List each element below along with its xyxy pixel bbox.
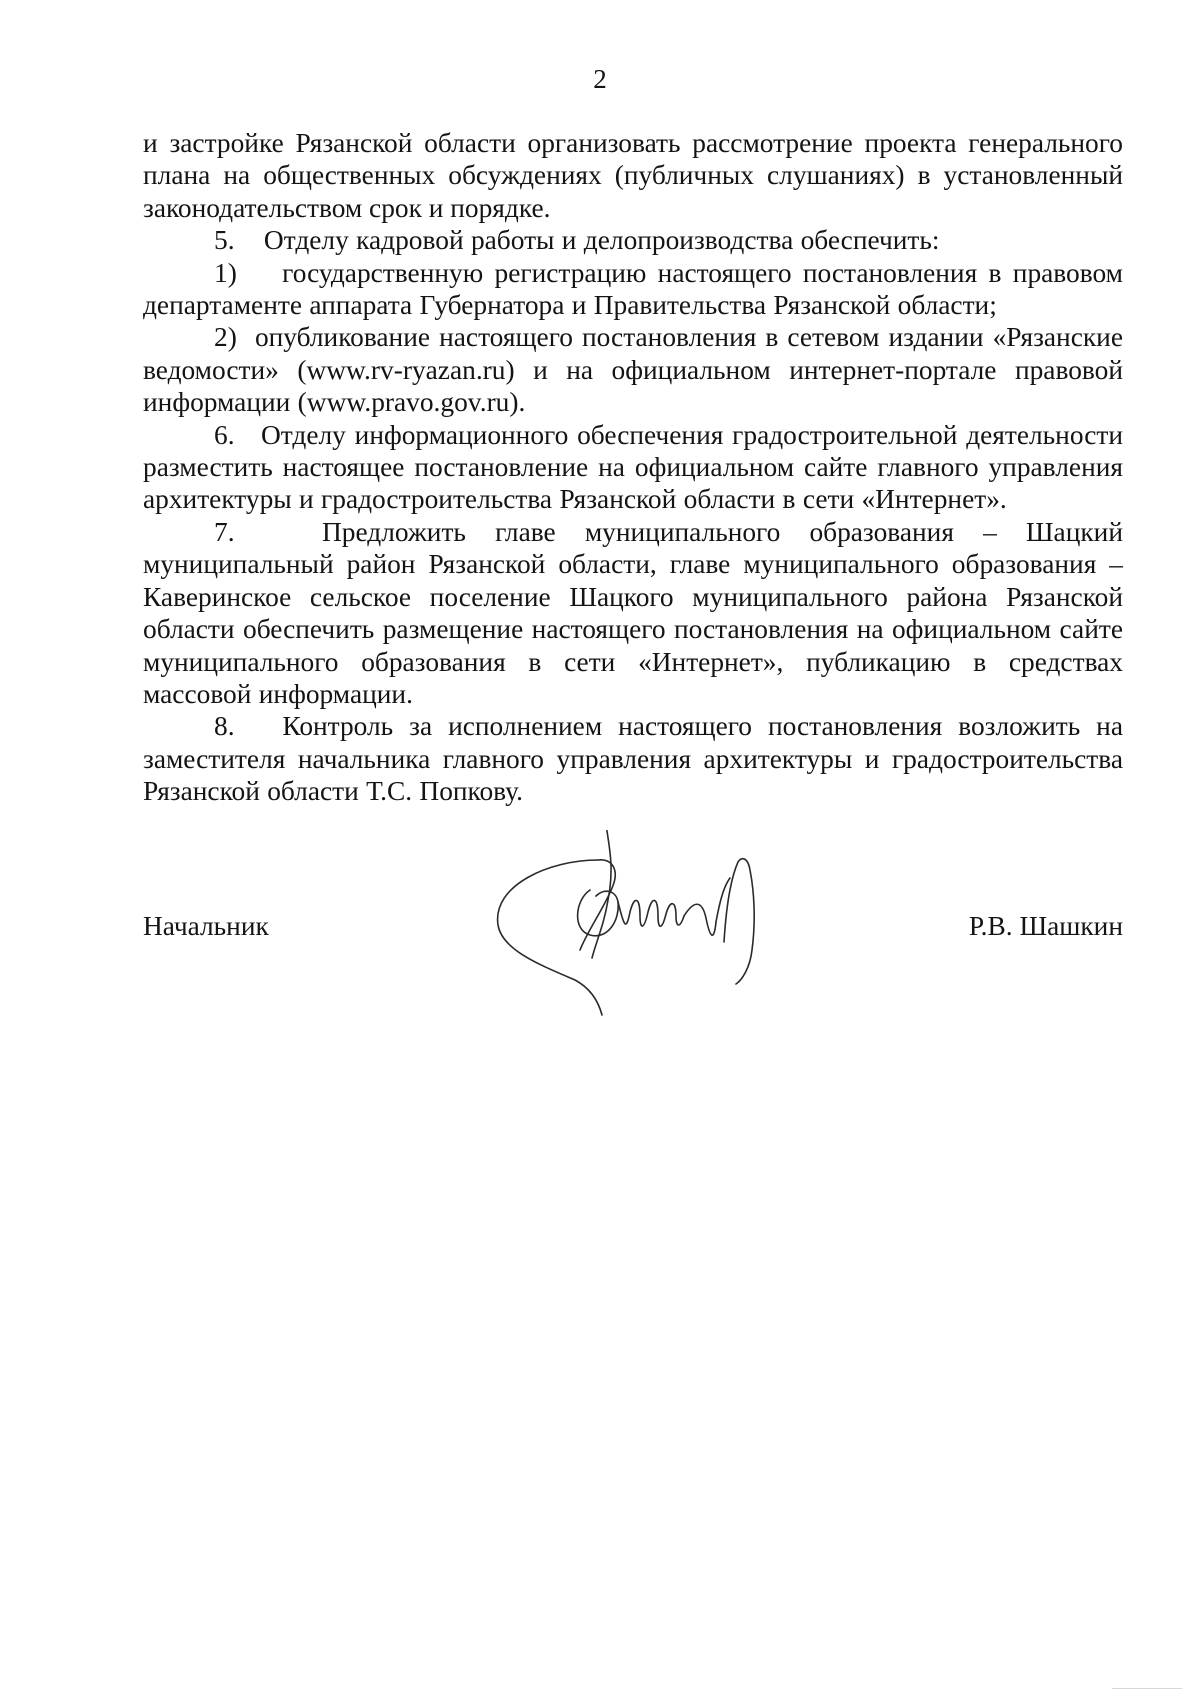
paragraph-subitem-2: 2) опубликование настоящего постановления в сетевом издании «Рязанские ведомости» (www.rv-ryazan.ru) и на официальном интернет-портале правовой информации (www.pravo.gov.ru). — [143, 322, 1123, 418]
paragraph-continuation: и застройке Рязанской области организовать рассмотрение проекта генерального плана на общественных обсуждениях (публичных слушаниях) в установленный законодательством срок и порядке. — [143, 128, 1123, 223]
paragraph-item-7: 7. Предложить главе муниципального образования – Шацкий муниципальный район Рязанской области, главе муниципального образования – Каверинское сельское поселение Шацкого муниципального района Рязанской области обеспечить размещение настоящего постановления на официальном сайте муниципального образования в сети «Интернет», публикацию в средствах массовой информации. — [143, 516, 1123, 709]
page-number: 2 — [593, 64, 607, 94]
signatory-position: Начальник — [143, 911, 269, 941]
handwritten-signature — [480, 830, 820, 1030]
paragraph-subitem-1: 1) государственную регистрацию настоящего постановления в правовом департаменте аппарата Губернатора и Правительства Рязанской области; — [143, 257, 1123, 321]
paragraph-item-8: 8. Контроль за исполнением настоящего постановления возложить на заместителя начальника главного управления архитектуры и градостроительства Рязанской области Т.С. Попкову. — [143, 711, 1123, 807]
paragraph-item-5: 5. Отделу кадровой работы и делопроизводства обеспечить: — [214, 225, 940, 256]
signatory-name: Р.В. Шашкин — [968, 911, 1123, 941]
paragraph-item-6: 6. Отделу информационного обеспечения градостроительной деятельности разместить настоящее постановление на официальном сайте главного управления архитектуры и градостроительства Рязанской области в сети «Интернет». — [143, 419, 1123, 515]
scan-artifact-line — [1112, 1688, 1182, 1689]
document-body — [143, 127, 1123, 808]
